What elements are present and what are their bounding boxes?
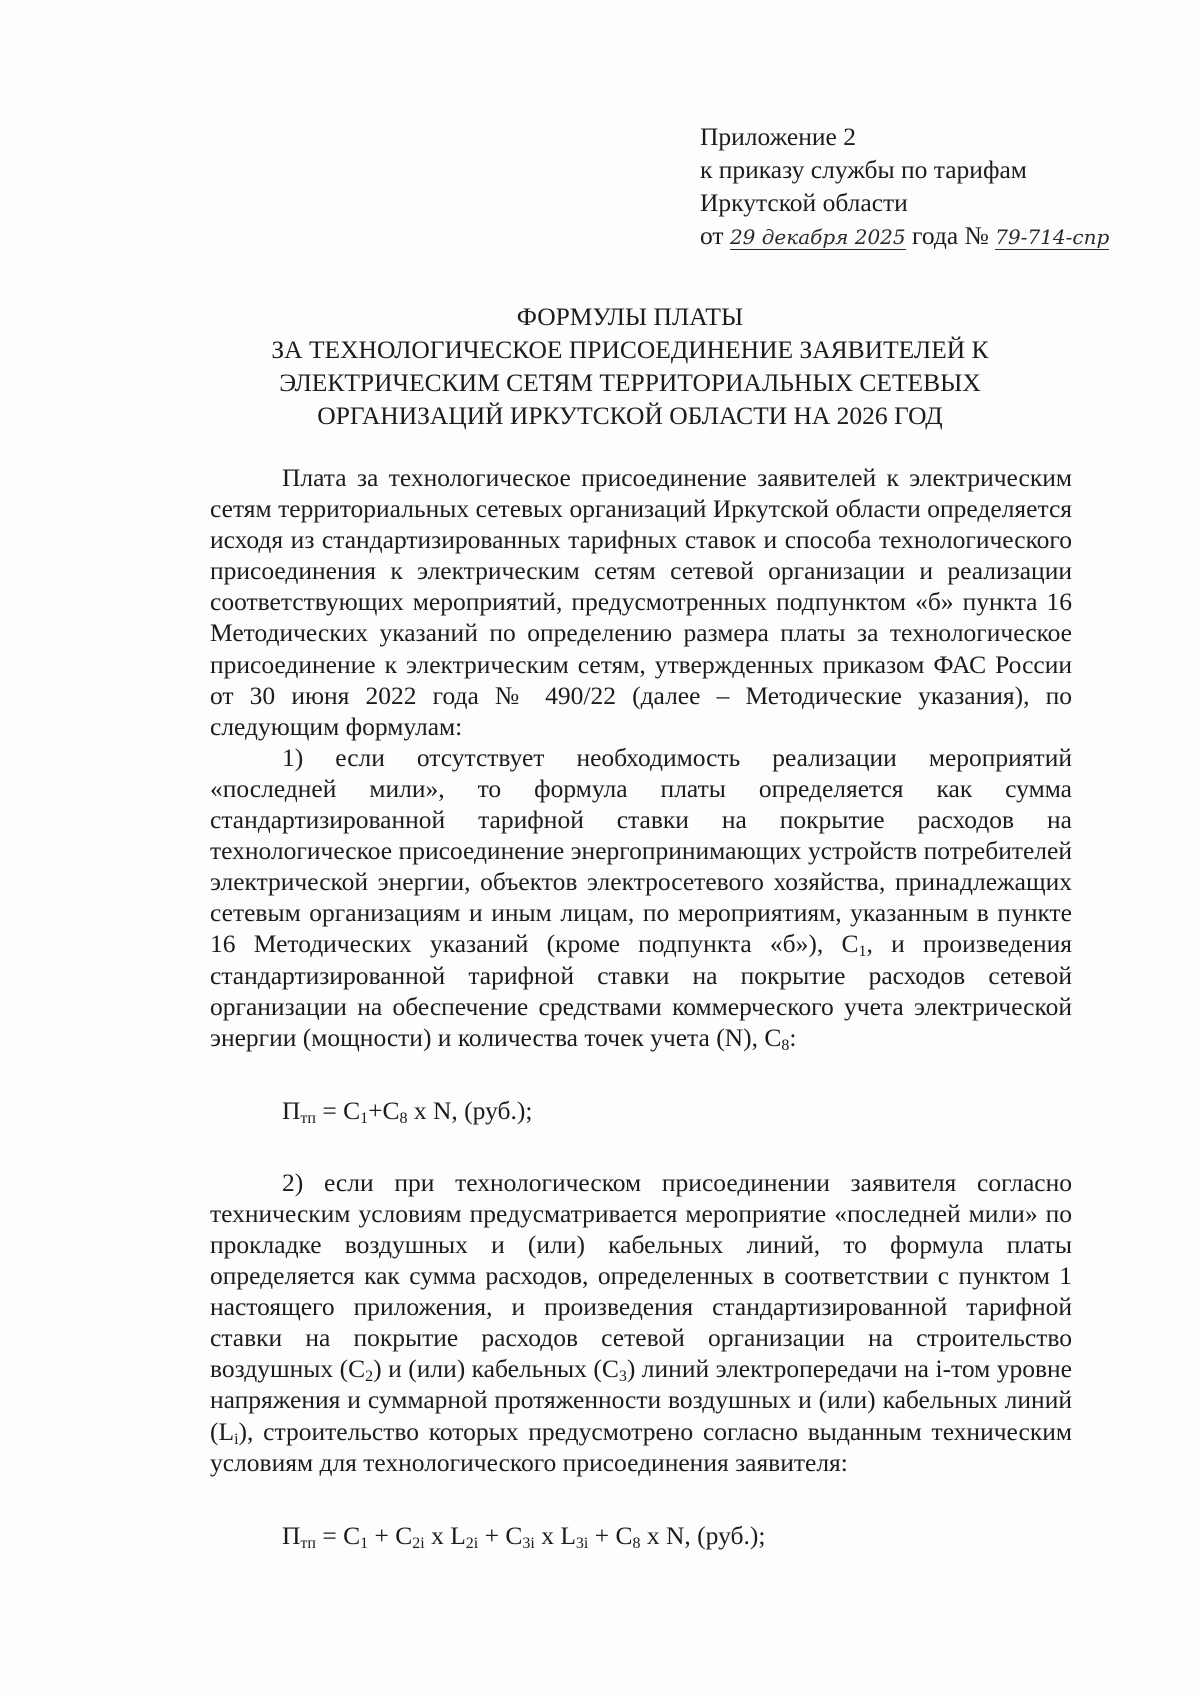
title-line-4: ОРГАНИЗАЦИЙ ИРКУТСКОЙ ОБЛАСТИ НА 2026 ГОД bbox=[317, 401, 943, 430]
handwritten-date: 29 декабря 2025 bbox=[729, 225, 906, 249]
title-line-2: ЗА ТЕХНОЛОГИЧЕСКОЕ ПРИСОЕДИНЕНИЕ ЗАЯВИТЕЛЕЙ К bbox=[271, 335, 989, 364]
formula-1-lhs-sub: тп bbox=[300, 1109, 316, 1127]
formula-2-sub: 3i bbox=[522, 1534, 535, 1552]
formula-2-term: x N, (руб.); bbox=[640, 1520, 766, 1550]
item-1-text-b: , и произведения стандартизированной тарифной ставки на покрытие расходов сетевой организации на обеспечение средствами коммерческого учета электрической энергии (мощности) и количества точек учета (N), С bbox=[210, 929, 1073, 1052]
formula-2-lhs-sub: тп bbox=[300, 1534, 316, 1552]
document-title bbox=[200, 300, 1060, 432]
title-line-1: ФОРМУЛЫ ПЛАТЫ bbox=[516, 302, 744, 331]
formula-2-lhs: П bbox=[282, 1520, 301, 1550]
formula-2-sub: 1 bbox=[360, 1534, 369, 1552]
item-2-text-c: ) линий электропередачи на i-том уровне напряжения и суммарной протяженности воздушных и (или) кабельных линий (L bbox=[210, 1354, 1073, 1446]
item-2-text-b: ) и (или) кабельных (С bbox=[373, 1354, 619, 1384]
appendix-date-line bbox=[700, 219, 1109, 252]
formula-2-term: = С bbox=[315, 1520, 361, 1550]
item-1-paragraph bbox=[210, 742, 1072, 1053]
formula-1-term: +С bbox=[368, 1095, 400, 1125]
formula-1-sub: 1 bbox=[360, 1109, 369, 1127]
formula-1 bbox=[210, 1095, 1072, 1127]
appendix-header bbox=[700, 120, 1109, 252]
formula-2-term: + С bbox=[368, 1520, 413, 1550]
item-1-sub-b: 8 bbox=[781, 1036, 790, 1054]
appendix-line-1: Приложение 2 bbox=[700, 122, 856, 151]
formula-2-term: x L bbox=[534, 1520, 576, 1550]
formula-1-term: x N, (руб.); bbox=[407, 1095, 533, 1125]
year-number-word: года № bbox=[912, 221, 989, 250]
formula-2 bbox=[210, 1520, 1072, 1552]
document-body bbox=[210, 462, 1072, 1592]
item-1-sub-a: 1 bbox=[858, 943, 867, 961]
formula-1-term: = С bbox=[315, 1095, 361, 1125]
intro-paragraph: Плата за технологическое присоединение заявителей к электрическим сетям территориальных сетевых организаций Иркутской области определяется исходя из стандартизированных тарифных ставок и способа технологического присоединения к электрическим сетям сетевой организации и реализации соответствующих мероприятий, предусмотренных подпунктом «б» пункта 16 Методических указаний по определению размера платы за технологическое присоединение к электрическим сетям, утвержденных приказом ФАС России от 30 июня 2022 года № 490/22 (далее – Методические указания), по следующим формулам: bbox=[210, 463, 1072, 741]
formula-2-term: x L bbox=[424, 1520, 466, 1550]
item-2-sub-a: 2 bbox=[365, 1368, 374, 1386]
from-word: от bbox=[700, 221, 724, 250]
formula-2-term: + С bbox=[478, 1520, 523, 1550]
appendix-line-3: Иркутской области bbox=[700, 188, 908, 217]
item-2-paragraph bbox=[210, 1167, 1072, 1478]
formula-1-sub: 8 bbox=[399, 1109, 408, 1127]
formula-2-term: + С bbox=[588, 1520, 633, 1550]
item-2-sub-c: i bbox=[234, 1430, 239, 1448]
item-1-text-a: 1) если отсутствует необходимость реализации мероприятий «последней мили», то формула платы определяется как сумма стандартизированной тарифной ставки на покрытие расходов на технологическое присоединение энергопринимающих устройств потребителей электрической энергии, объектов электросетевого хозяйства, принадлежащих сетевым организациям и иным лицам, по мероприятиям, указанным в пункте 16 Методических указаний (кроме подпункта «б»), С bbox=[210, 742, 1072, 959]
formula-2-sub: 3i bbox=[575, 1534, 589, 1552]
formula-2-sub: 8 bbox=[632, 1534, 641, 1552]
formula-2-sub: 2i bbox=[412, 1534, 425, 1552]
formula-2-sub: 2i bbox=[465, 1534, 479, 1552]
item-1-text-c: : bbox=[789, 1022, 797, 1052]
item-2-sub-b: 3 bbox=[618, 1368, 627, 1386]
formula-1-lhs: П bbox=[282, 1095, 301, 1125]
title-line-3: ЭЛЕКТРИЧЕСКИМ СЕТЯМ ТЕРРИТОРИАЛЬНЫХ СЕТЕВЫХ bbox=[279, 368, 981, 397]
item-2-text-d: ), строительство которых предусмотрено согласно выданным техническим условиям для технологического присоединения заявителя: bbox=[210, 1416, 1072, 1477]
handwritten-order-number: 79-714-спр bbox=[995, 225, 1110, 249]
item-2-text-a: 2) если при технологическом присоединении заявителя согласно техническим условиям предусматривается мероприятие «последней мили» по прокладке воздушных и (или) кабельных линий, то формула платы определяется как сумма расходов, определенных в соответствии с пунктом 1 настоящего приложения, и произведения стандартизированной тарифной ставки на покрытие расходов сетевой организации на строительство воздушных (С bbox=[210, 1167, 1072, 1384]
appendix-line-2: к приказу службы по тарифам bbox=[700, 155, 1027, 184]
